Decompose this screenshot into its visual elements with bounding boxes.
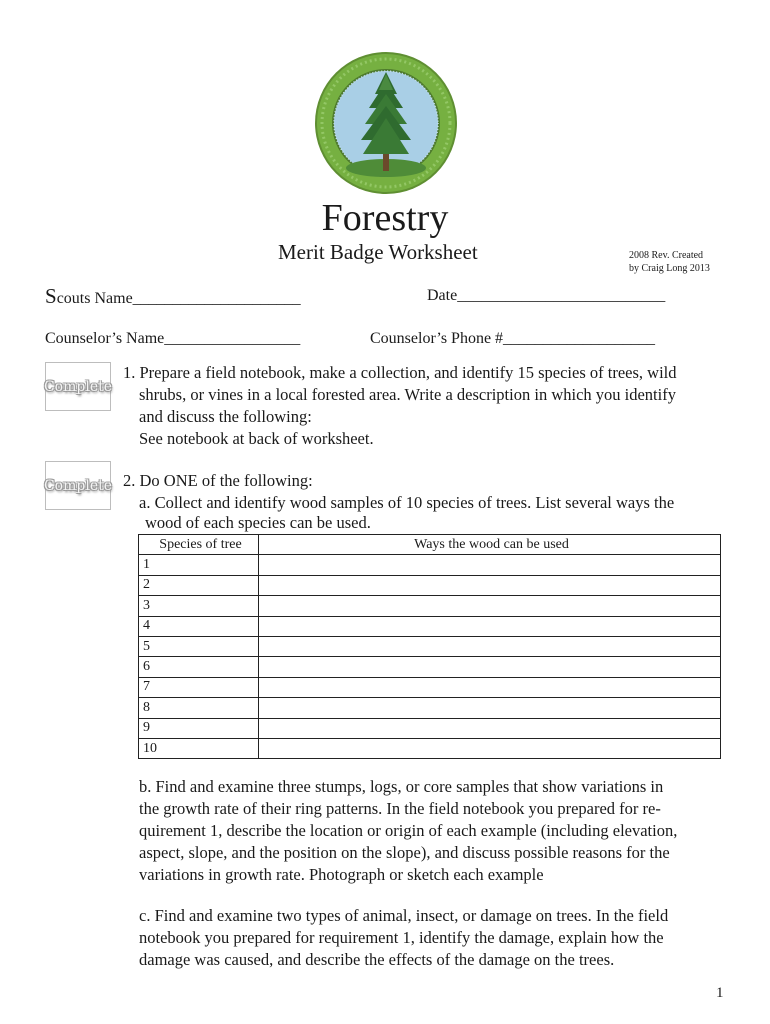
revision-note <box>629 249 749 275</box>
uses-cell[interactable] <box>259 677 721 697</box>
row-number: 9 <box>139 718 259 738</box>
uses-cell[interactable] <box>259 718 721 738</box>
row-number: 4 <box>139 616 259 636</box>
row-number: 5 <box>139 636 259 656</box>
requirement-2 <box>123 470 743 534</box>
requirement-2b <box>139 776 739 886</box>
table-row[interactable] <box>139 718 721 738</box>
row-number: 2 <box>139 575 259 595</box>
req1-note: See notebook at back of worksheet. <box>139 429 374 448</box>
row-number: 1 <box>139 555 259 575</box>
scouts-name-field[interactable] <box>45 284 301 309</box>
req1-line: and discuss the following: <box>139 407 312 426</box>
scouts-name-label: couts Name_____________________ <box>56 290 301 307</box>
table-row[interactable] <box>139 738 721 758</box>
uses-cell[interactable] <box>259 657 721 677</box>
req2-line: 2. Do ONE of the following: <box>123 471 313 490</box>
table-row[interactable] <box>139 596 721 616</box>
req2a-line: wood of each species can be used. <box>145 513 371 532</box>
requirement-1 <box>123 362 743 450</box>
req1-line: 1. Prepare a field notebook, make a collection, and identify 15 species of trees, wild <box>123 363 677 382</box>
species-table <box>138 534 721 759</box>
req2b-line: aspect, slope, and the position on the slope), and discuss possible reasons for the <box>139 843 670 862</box>
requirement-2c <box>139 905 739 971</box>
uses-cell[interactable] <box>259 575 721 595</box>
table-row[interactable] <box>139 555 721 575</box>
uses-cell[interactable] <box>259 555 721 575</box>
uses-cell[interactable] <box>259 738 721 758</box>
uses-cell[interactable] <box>259 616 721 636</box>
uses-column-header: Ways the wood can be used <box>259 535 721 555</box>
date-field[interactable]: Date__________________________ <box>427 287 666 304</box>
scouts-name-initial: S <box>45 284 57 308</box>
req2b-line: variations in growth rate. Photograph or sketch each example <box>139 865 544 884</box>
row-number: 3 <box>139 596 259 616</box>
complete-stamp-req1[interactable] <box>45 362 111 411</box>
table-row[interactable] <box>139 677 721 697</box>
page-number: 1 <box>716 985 724 1001</box>
req2c-line: notebook you prepared for requirement 1, identify the damage, explain how the <box>139 928 664 947</box>
table-row[interactable] <box>139 698 721 718</box>
forestry-badge-icon <box>313 50 459 196</box>
table-row[interactable] <box>139 616 721 636</box>
revision-line-1: 2008 Rev. Created <box>629 250 704 261</box>
table-row[interactable] <box>139 575 721 595</box>
table-row[interactable] <box>139 636 721 656</box>
req2c-line: damage was caused, and describe the effects of the damage on the trees. <box>139 950 615 969</box>
req2a-line: a. Collect and identify wood samples of 10 species of trees. List several ways the <box>139 493 675 512</box>
table-row[interactable] <box>139 657 721 677</box>
req1-line: shrubs, or vines in a local forested area. Write a description in which you identify <box>139 385 676 404</box>
counselor-phone-field[interactable]: Counselor’s Phone #___________________ <box>370 330 656 347</box>
row-number: 6 <box>139 657 259 677</box>
uses-cell[interactable] <box>259 596 721 616</box>
complete-stamp-label: Complete <box>43 378 113 395</box>
species-column-header: Species of tree <box>139 535 259 555</box>
req2b-line: the growth rate of their ring patterns. In the field notebook you prepared for re- <box>139 799 661 818</box>
row-number: 8 <box>139 698 259 718</box>
revision-line-2: by Craig Long 2013 <box>629 263 710 274</box>
complete-stamp-req2[interactable] <box>45 461 111 510</box>
req2c-line: c. Find and examine two types of animal, insect, or damage on trees. In the field <box>139 906 669 925</box>
row-number: 7 <box>139 677 259 697</box>
row-number: 10 <box>139 738 259 758</box>
uses-cell[interactable] <box>259 636 721 656</box>
counselor-name-field[interactable]: Counselor’s Name_________________ <box>45 330 301 347</box>
req2b-line: b. Find and examine three stumps, logs, or core samples that show variations in <box>139 777 664 796</box>
complete-stamp-label: Complete <box>43 477 113 494</box>
page-title: Forestry <box>321 197 449 239</box>
page-subtitle: Merit Badge Worksheet <box>278 240 478 264</box>
req2b-line: quirement 1, describe the location or origin of each example (including elevation, <box>139 821 678 840</box>
table-header-row <box>139 535 721 555</box>
uses-cell[interactable] <box>259 698 721 718</box>
